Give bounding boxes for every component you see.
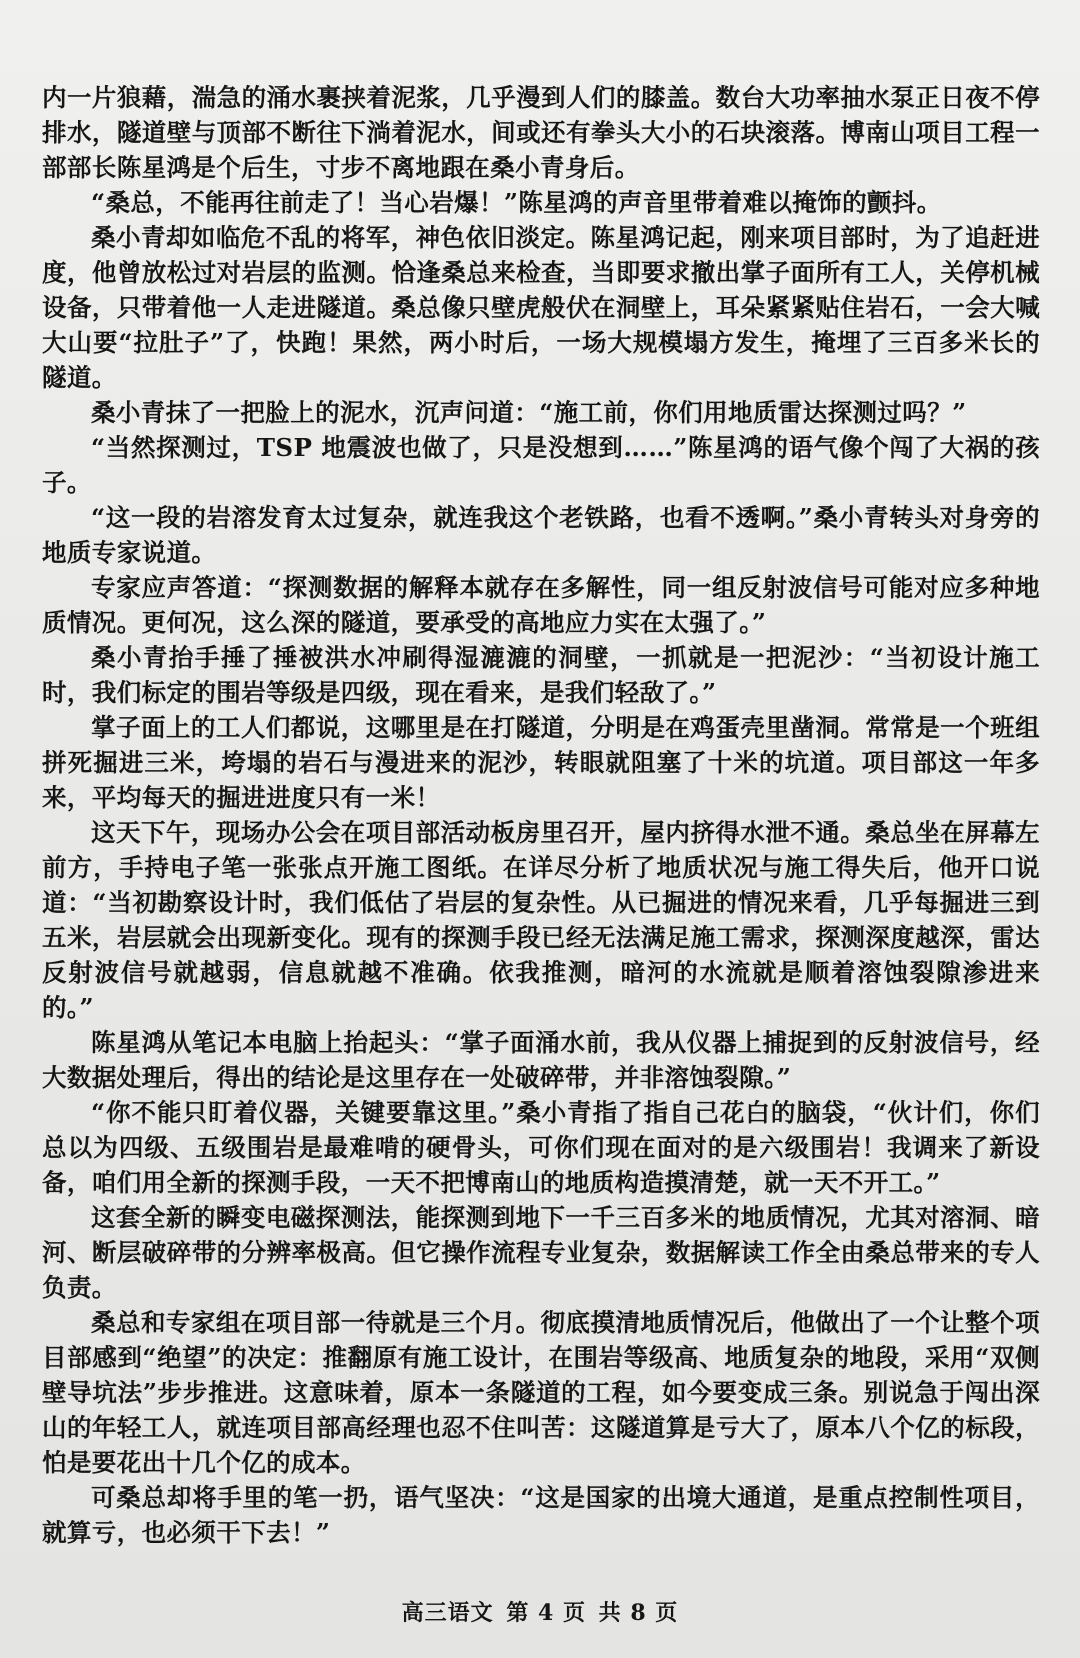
paragraph: 可桑总却将手里的笔一扔，语气坚决：“这是国家的出境大通道，是重点控制性项目，就算亏，也必须干下去！” (42, 1483, 1040, 1547)
footer-subject: 高三语文 (401, 1600, 494, 1626)
paragraph: 桑小青抹了一把脸上的泥水，沉声问道：“施工前，你们用地质雷达探测过吗？” (91, 398, 967, 427)
paragraph: 内一片狼藉，湍急的涌水裹挟着泥浆，几乎漫到人们的膝盖。数台大功率抽水泵正日夜不停排水，隧道壁与顶部不断往下淌着泥水，间或还有拳头大小的石块滚落。博南山项目工程一部部长陈星鸿是个后生，寸步不离地跟在桑小青身后。 (42, 83, 1040, 182)
paragraph: 桑小青抬手捶了捶被洪水冲刷得湿漉漉的洞壁，一抓就是一把泥沙：“当初设计施工时，我们标定的围岩等级是四级，现在看来，是我们轻敌了。” (42, 643, 1040, 707)
paragraph: 这套全新的瞬变电磁探测法，能探测到地下一千三百多米的地质情况，尤其对溶洞、暗河、断层破碎带的分辨率极高。但它操作流程专业复杂，数据解读工作全由桑总带来的专人负责。 (42, 1203, 1040, 1302)
footer-page-number: 第 4 页 (506, 1600, 586, 1626)
paragraph: “你不能只盯着仪器，关键要靠这里。”桑小青指了指自己花白的脑袋，“伙计们，你们总以为四级、五级围岩是最难啃的硬骨头，可你们现在面对的是六级围岩！我调来了新设备，咱们用全新的探测手段，一天不把博南山的地质构造摸清楚，就一天不开工。” (42, 1098, 1040, 1197)
paragraph: “这一段的岩溶发育太过复杂，就连我这个老铁路，也看不透啊。”桑小青转头对身旁的地质专家说道。 (42, 503, 1040, 567)
paragraph: 陈星鸿从笔记本电脑上抬起头：“掌子面涌水前，我从仪器上捕捉到的反射波信号，经大数据处理后，得出的结论是这里存在一处破碎带，并非溶蚀裂隙。” (42, 1028, 1040, 1092)
paragraph: “当然探测过，TSP 地震波也做了，只是没想到……”陈星鸿的语气像个闯了大祸的孩子。 (42, 433, 1040, 497)
footer-total-pages: 共 8 页 (598, 1600, 679, 1626)
paragraph: 桑总和专家组在项目部一待就是三个月。彻底摸清地质情况后，他做出了一个让整个项目部感到“绝望”的决定：推翻原有施工设计，在围岩等级高、地质复杂的地段，采用“双侧壁导坑法”步步推进。这意味着，原本一条隧道的工程，如今要变成三条。别说急于闯出深山的年轻工人，就连项目部高经理也忍不住叫苦：这隧道算是亏大了，原本八个亿的标段，怕是要花出十几个亿的成本。 (42, 1308, 1040, 1477)
paragraph: 这天下午，现场办公会在项目部活动板房里召开，屋内挤得水泄不通。桑总坐在屏幕左前方，手持电子笔一张张点开施工图纸。在详尽分析了地质状况与施工得失后，他开口说道：“当初勘察设计时，我们低估了岩层的复杂性。从已掘进的情况来看，几乎每掘进三到五米，岩层就会出现新变化。现有的探测手段已经无法满足施工需求，探测深度越深，雷达反射波信号就越弱，信息就越不准确。依我推测，暗河的水流就是顺着溶蚀裂隙渗进来的。” (42, 818, 1040, 1022)
paragraph: 掌子面上的工人们都说，这哪里是在打隧道，分明是在鸡蛋壳里凿洞。常常是一个班组拼死掘进三米，垮塌的岩石与漫进来的泥沙，转眼就阻塞了十米的坑道。项目部这一年多来，平均每天的掘进进度只有一米！ (42, 713, 1040, 812)
page-footer (0, 1596, 1080, 1627)
paragraph: “桑总，不能再往前走了！当心岩爆！”陈星鸿的声音里带着难以掩饰的颤抖。 (91, 188, 942, 217)
paragraph: 桑小青却如临危不乱的将军，神色依旧淡定。陈星鸿记起，刚来项目部时，为了追赶进度，他曾放松过对岩层的监测。恰逢桑总来检查，当即要求撤出掌子面所有工人，关停机械设备，只带着他一人走进隧道。桑总像只壁虎般伏在洞壁上，耳朵紧紧贴住岩石，一会大喊大山要“拉肚子”了，快跑！果然，两小时后，一场大规模塌方发生，掩埋了三百多米长的隧道。 (42, 223, 1040, 392)
article-body (42, 80, 1040, 1550)
paragraph: 专家应声答道：“探测数据的解释本就存在多解性，同一组反射波信号可能对应多种地质情况。更何况，这么深的隧道，要承受的高地应力实在太强了。” (42, 573, 1040, 637)
